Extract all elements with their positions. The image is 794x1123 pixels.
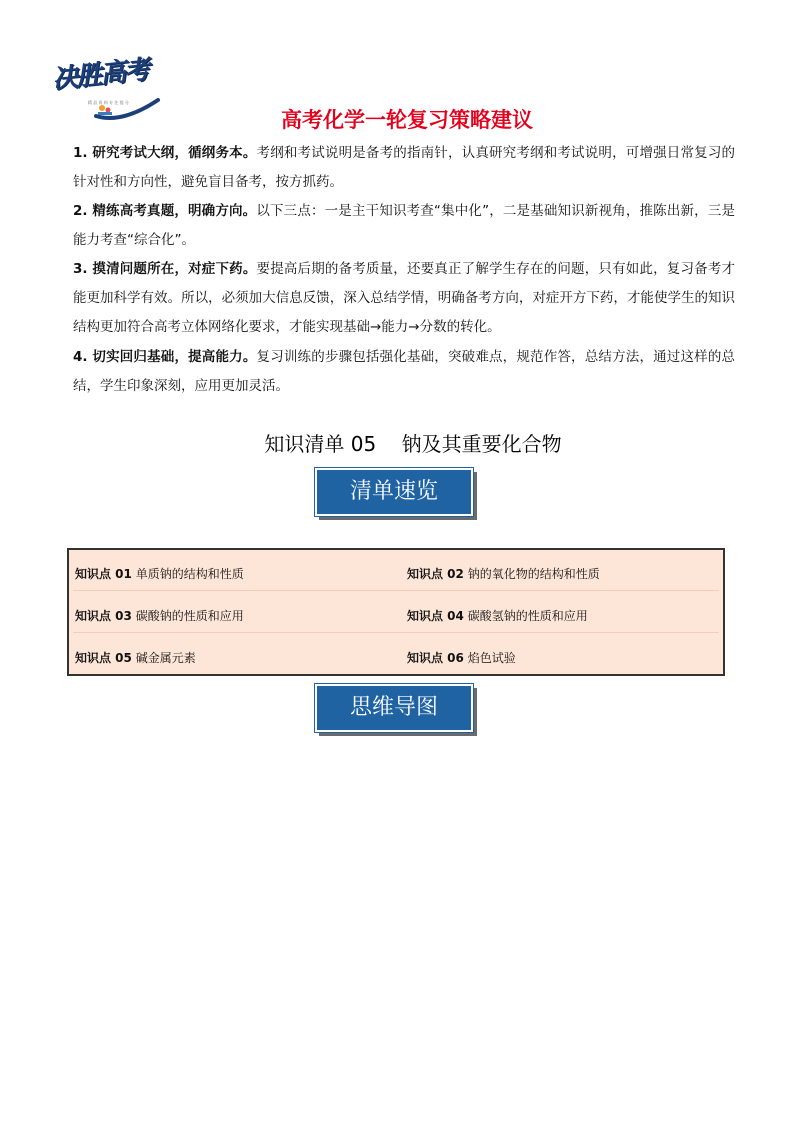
knowledge-point-03 — [75, 607, 244, 624]
paragraph-1 — [73, 139, 735, 197]
section-subtitle: 知识清单 05 钠及其重要化合物 — [264, 432, 562, 456]
knowledge-point-code: 知识点 03 — [75, 609, 132, 623]
knowledge-point-code: 知识点 06 — [407, 651, 464, 665]
knowledge-point-code: 知识点 05 — [75, 651, 132, 665]
knowledge-point-05 — [75, 649, 196, 666]
table-divider — [73, 590, 719, 591]
page-title: 高考化学一轮复习策略建议 — [281, 108, 533, 132]
knowledge-point-table — [67, 548, 725, 676]
paragraph-3 — [73, 255, 735, 342]
knowledge-point-code: 知识点 02 — [407, 567, 464, 581]
paragraph-3-heading: 3. 摸清问题所在，对症下药。 — [73, 261, 257, 277]
knowledge-point-name: 碳酸钠的性质和应用 — [135, 609, 244, 623]
knowledge-point-01 — [75, 565, 244, 582]
knowledge-point-code: 知识点 04 — [407, 609, 464, 623]
paragraph-3-body: 要提高后期的备考质量，还要真正了解学生存在的问题，只有如此，复习备考才能更加科学有效。所以，必须加大信息反馈，深入总结学情，明确备考方向，对症开方下药，才能使学生的知识结构更加符合高考立体网络化要求，才能实现基础→能力→分数的转化。 — [73, 261, 735, 335]
knowledge-point-02 — [407, 565, 600, 582]
mindmap-tag: 思维导图 — [315, 684, 473, 732]
paragraph-2-heading: 2. 精练高考真题，明确方向。 — [73, 203, 257, 219]
paragraph-4-body: 复习训练的步骤包括强化基础，突破难点，规范作答，总结方法，通过这样的总结，学生印象深刻，应用更加灵活。 — [73, 349, 735, 394]
knowledge-point-name: 碱金属元素 — [135, 651, 196, 665]
overview-tag: 清单速览 — [315, 468, 473, 516]
table-divider — [73, 632, 719, 633]
paragraph-2 — [73, 197, 735, 255]
logo-small-text: 精 品 资 料 专 注 提 分 — [88, 100, 129, 105]
knowledge-point-name: 钠的氧化物的结构和性质 — [467, 567, 600, 581]
paragraph-2-body: 以下三点：一是主干知识考查“集中化”，二是基础知识新视角，推陈出新，三是能力考查“综合化”。 — [73, 203, 735, 248]
paragraph-1-heading: 1. 研究考试大纲，循纲务本。 — [73, 145, 257, 161]
logo-text: 决胜高考 — [50, 55, 150, 95]
knowledge-point-06 — [407, 649, 516, 666]
knowledge-point-name: 碳酸氢钠的性质和应用 — [467, 609, 588, 623]
knowledge-point-04 — [407, 607, 588, 624]
paragraph-4 — [73, 343, 735, 401]
knowledge-point-name: 焰色试验 — [467, 651, 516, 665]
paragraph-4-heading: 4. 切实回归基础，提高能力。 — [73, 349, 257, 365]
paragraph-1-body: 考纲和考试说明是备考的指南针，认真研究考纲和考试说明，可增强日常复习的针对性和方向性，避免盲目备考，按方抓药。 — [73, 145, 735, 190]
knowledge-point-code: 知识点 01 — [75, 567, 132, 581]
knowledge-point-name: 单质钠的结构和性质 — [135, 567, 244, 581]
